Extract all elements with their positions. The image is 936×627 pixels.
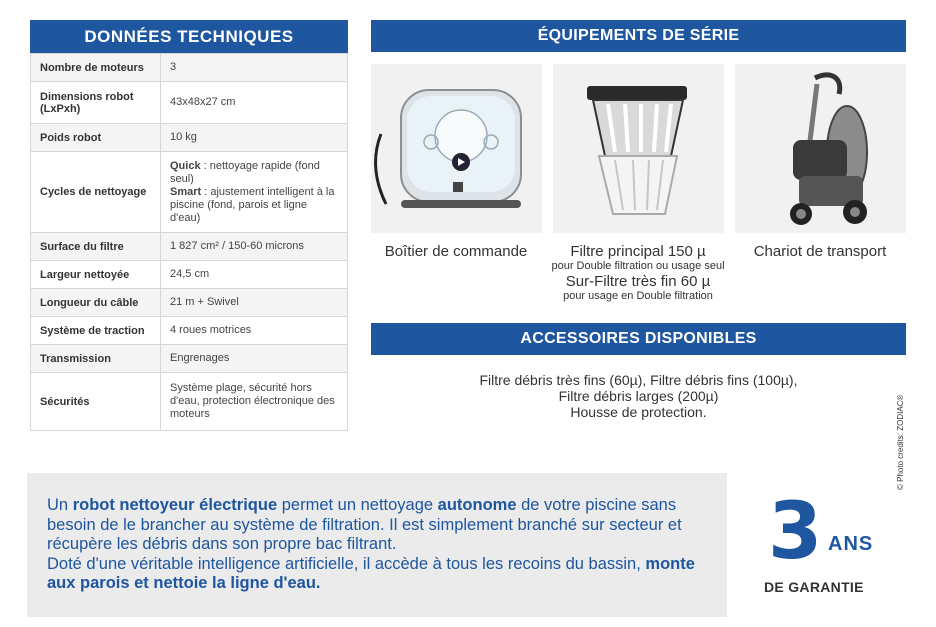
row-label: Largeur nettoyée xyxy=(31,261,161,289)
smart-label: Smart xyxy=(170,185,202,198)
row-label: Transmission xyxy=(31,345,161,373)
description-emphasis: autonome xyxy=(437,496,517,514)
row-label: Sécurités xyxy=(31,373,161,431)
description-text-part: Doté d'une véritable intelligence artificielle, il accède à tous les recoins du bassin, xyxy=(47,554,646,573)
table-row xyxy=(31,345,348,373)
row-label: Système de traction xyxy=(31,317,161,345)
technical-data-table xyxy=(30,53,348,431)
photo-credit: © Photo credits: ZODIAC® xyxy=(896,394,905,490)
row-value: 21 m + Swivel xyxy=(161,289,348,317)
row-value: Engrenages xyxy=(161,345,348,373)
warranty-ans: ANS xyxy=(828,533,874,555)
control-box-photo xyxy=(371,64,542,233)
accessories-list xyxy=(371,372,906,420)
row-label: Nombre de moteurs xyxy=(31,54,161,82)
caption-fine-filter: Sur-Filtre très fin 60 µ xyxy=(565,273,711,290)
equipment-title: ÉQUIPEMENTS DE SÉRIE xyxy=(371,20,906,52)
description-text-part: de votre piscine sans besoin de le brancher au système de filtration. Il est simplement branché sur secteur et récupère les débris dans son propre bac filtrant. xyxy=(47,496,682,553)
table-row xyxy=(31,233,348,261)
technical-data-panel xyxy=(30,20,348,431)
description-text-part: permet un nettoyage xyxy=(277,496,438,514)
description-text-part: Un xyxy=(47,496,73,514)
warranty-label: DE GARANTIE xyxy=(764,579,864,595)
row-label: Surface du filtre xyxy=(31,233,161,261)
caption-fine-filter-note: pour usage en Double filtration xyxy=(563,290,713,302)
accessories-title: ACCESSOIRES DISPONIBLES xyxy=(371,323,906,355)
table-row xyxy=(31,54,348,82)
description-box xyxy=(27,473,727,617)
table-row xyxy=(31,82,348,124)
row-value: 24,5 cm xyxy=(161,261,348,289)
table-row xyxy=(31,289,348,317)
accessory-line: Filtre débris larges (200µ) xyxy=(558,388,719,404)
caption-main-filter-note: pour Double filtration ou usage seul xyxy=(551,260,725,272)
row-value xyxy=(161,152,348,233)
table-row xyxy=(31,124,348,152)
table-row xyxy=(31,373,348,431)
row-label: Cycles de nettoyage xyxy=(31,152,161,233)
quick-text: : nettoyage rapide (fond seul) xyxy=(170,159,320,185)
smart-text: : ajustement intelligent à la piscine (fond, parois et ligne d'eau) xyxy=(170,185,335,224)
caption-filters xyxy=(543,243,733,303)
description-emphasis: monte aux parois et nettoie la ligne d'eau. xyxy=(47,554,695,592)
transport-trolley-photo xyxy=(735,64,906,233)
row-value: 43x48x27 cm xyxy=(161,82,348,124)
technical-data-title: DONNÉES TECHNIQUES xyxy=(30,20,348,53)
caption-trolley: Chariot de transport xyxy=(753,243,887,260)
row-value: 4 roues motrices xyxy=(161,317,348,345)
quick-label: Quick xyxy=(170,159,201,172)
table-row xyxy=(31,152,348,233)
warranty-badge xyxy=(760,487,890,610)
description-text xyxy=(47,496,717,594)
row-label: Longueur du câble xyxy=(31,289,161,317)
row-value: 10 kg xyxy=(161,124,348,152)
caption-control-box: Boîtier de commande xyxy=(384,243,528,260)
row-label: Poids robot xyxy=(31,124,161,152)
row-value: 3 xyxy=(161,54,348,82)
warranty-years: 3 xyxy=(768,487,823,577)
accessory-line: Housse de protection. xyxy=(570,404,707,420)
accessory-line: Filtre débris très fins (60µ), Filtre débris fins (100µ), xyxy=(479,372,798,388)
row-label: Dimensions robot (LxPxh) xyxy=(31,82,161,124)
filter-basket-photo xyxy=(553,64,724,233)
table-row xyxy=(31,317,348,345)
caption-main-filter: Filtre principal 150 µ xyxy=(570,243,706,260)
row-value: Système plage, sécurité hors d'eau, protection électronique des moteurs xyxy=(161,373,348,431)
table-row xyxy=(31,261,348,289)
description-emphasis: robot nettoyeur électrique xyxy=(72,496,278,514)
row-value: 1 827 cm² / 150-60 microns xyxy=(161,233,348,261)
